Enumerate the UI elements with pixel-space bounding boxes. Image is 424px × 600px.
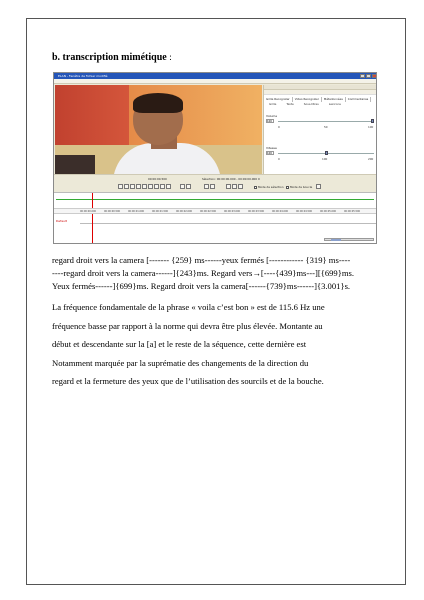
rewind-icon[interactable] (130, 184, 135, 189)
prev-frame-icon[interactable] (124, 184, 129, 189)
ruler-tick: 00:00:03.000 (224, 210, 241, 213)
selection-start-icon[interactable] (180, 184, 185, 189)
scrollbar-thumb[interactable] (331, 239, 341, 241)
ruler-tick: 00:00:05.000 (320, 210, 337, 213)
ruler-tick: 00:00:05.500 (344, 210, 361, 213)
ruler-tick: 00:00:04.500 (296, 210, 313, 213)
ruler-tick: 00:00:02.500 (200, 210, 217, 213)
video-chair (55, 155, 95, 174)
elan-screenshot (53, 72, 377, 244)
go-end-icon[interactable] (166, 184, 171, 189)
transcription-line: ----regard droit vers la camera------]{243}ms. Regard vers→[----{439}ms---][{699}ms. (52, 268, 355, 278)
subtab-lexicons[interactable]: Lexicons (328, 102, 341, 106)
tier-cursor (92, 214, 93, 244)
loop-mode-checkbox[interactable] (286, 185, 312, 189)
step-back-icon[interactable] (136, 184, 141, 189)
go-start-icon[interactable] (118, 184, 123, 189)
next-annotation-icon[interactable] (232, 184, 237, 189)
ruler-tick: 00:00:03.500 (248, 210, 265, 213)
speed-field[interactable]: 100 (266, 151, 274, 155)
subtab-texte[interactable]: Texte (286, 102, 294, 106)
transcription-line: regard droit vers la camera [------- {259} ms------yeux fermés [------------ {319} ms---- (52, 255, 351, 265)
heading-text: b. transcription mimétique (52, 52, 167, 63)
video-person-hair (133, 93, 183, 113)
media-controls (54, 174, 376, 192)
ruler-tick: 00:00:02.000 (176, 210, 193, 213)
prev-annotation-icon[interactable] (226, 184, 231, 189)
ruler-tick: 00:00:00.500 (104, 210, 121, 213)
tick-label: 0 (278, 125, 280, 129)
heading-colon: : (169, 52, 172, 62)
close-icon[interactable] (372, 74, 377, 78)
ruler-tick: 00:00:01.500 (152, 210, 169, 213)
selection-time: Sélection: 00:00:00.000 - 00:00:00.000 0 (202, 177, 260, 181)
tick-label: 200 (368, 157, 374, 161)
tier-label[interactable]: Default (56, 219, 67, 223)
tab-commentaires[interactable]: Commentaires (346, 97, 371, 102)
volume-label: Volume (266, 114, 278, 118)
speed-slider-knob[interactable] (325, 151, 328, 155)
right-panel (263, 85, 377, 174)
loop-mode-label: Mode de boucle (290, 185, 313, 189)
play-icon[interactable] (142, 184, 147, 189)
tier-row (80, 223, 376, 224)
tab-grille-recognizer[interactable]: Grille Recognizer (264, 97, 293, 102)
forward-icon[interactable] (154, 184, 159, 189)
volume-field[interactable]: 100 (266, 119, 274, 123)
horizontal-scrollbar[interactable] (324, 238, 374, 241)
subtab-sous-titres[interactable]: Sous-titres (303, 102, 319, 106)
analysis-paragraph (52, 298, 376, 391)
speed-label: Vitesse (266, 146, 277, 150)
transcription-block (52, 254, 376, 293)
minimize-icon[interactable] (360, 74, 365, 78)
tick-label: 50 (324, 125, 328, 129)
volume-slider-track[interactable] (278, 121, 374, 122)
tick-label: 100 (322, 157, 328, 161)
window-title: ELAN - Fenêtre de fichier modifié (58, 74, 108, 78)
selection-mode-label: Mode de sélection (258, 185, 284, 189)
selection-end-icon[interactable] (186, 184, 191, 189)
ruler-tick: 00:00:04.000 (272, 210, 289, 213)
next-frame-icon[interactable] (160, 184, 165, 189)
playhead-cursor (92, 193, 93, 209)
current-time: 00:00:00.500 (148, 177, 167, 181)
video-frame (55, 85, 262, 174)
volume-icon[interactable] (316, 184, 321, 189)
maximize-icon[interactable] (366, 74, 371, 78)
clear-selection-icon[interactable] (210, 184, 215, 189)
tab-video-recognizer[interactable]: Video Recognizer (293, 97, 322, 102)
paragraph-line: La fréquence fondamentale de la phrase « voila c’est bon » est de 115.6 Hz une (52, 302, 325, 312)
section-heading (52, 52, 172, 63)
subtab-grille[interactable]: Grille (269, 102, 277, 106)
tick-label: 0 (278, 157, 280, 161)
annotation-tiers[interactable] (54, 214, 376, 244)
ruler-tick: 00:00:01.000 (128, 210, 145, 213)
transcription-line: Yeux fermés------]{699}ms. Regard droit vers la camera[------{739}ms------]{3.001}s. (52, 281, 351, 291)
volume-slider-knob[interactable] (371, 119, 374, 123)
play-selection-icon[interactable] (204, 184, 209, 189)
paragraph-line: fréquence basse par rapport à la norme qui devra être plus élevée. Montante au (52, 320, 323, 331)
paragraph-line: début et descendante sur la [a] et le reste de la séquence, cette dernière est (52, 339, 307, 350)
step-forward-icon[interactable] (148, 184, 153, 189)
selection-mode-checkbox[interactable] (254, 185, 283, 189)
paragraph-line: regard et la fermeture des yeux que de l’utilisation des sourcils et de la bouche. (52, 376, 324, 387)
waveform-viewer[interactable] (54, 192, 376, 208)
loop-icon[interactable] (238, 184, 243, 189)
waveform-line (56, 199, 374, 200)
ruler-tick: 00:00:00.000 (80, 210, 97, 213)
menu-bar (54, 79, 376, 84)
paragraph-line: Notamment marquée par la suprématie des changements de la direction du (52, 357, 309, 368)
tab-metadonnees[interactable]: Métadonnées (322, 97, 346, 102)
tick-label: 100 (368, 125, 374, 129)
